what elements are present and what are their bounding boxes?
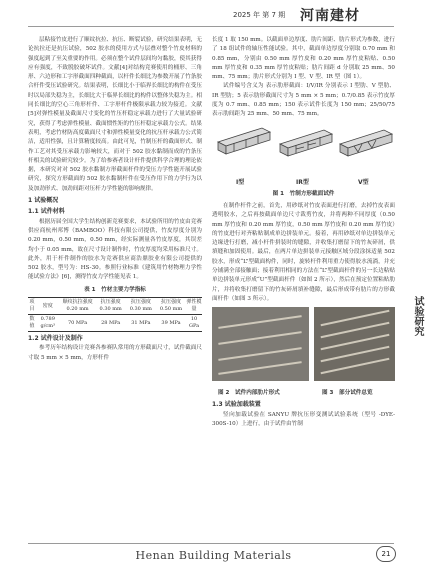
parameters-paragraph: 长度 1 取 150 mm。以截面单边厚度、肋片间距、肋片形式为参数，进行了 18 组试件的轴压性能试验。其中，截面单边厚度分别取 0.70 mm 和 0.85 mm，分别由 0.50 mm 厚竹皮和 0.20 mm 厚竹皮粘贴、0.50 mm 厚竹皮和 0.35 mm 厚竹皮粘贴；肋片间距 d 分别取 25 mm、50 mm、75 mm；肋片形式分别为 I 型、V 型、IR 型（图 1）。 (212, 37, 395, 81)
table-cell: 数值 (28, 315, 36, 332)
intro-paragraph: 层粘接竹皮进行了顺纹抗拉、抗压、断裂试验，研究结果表明，无论抗拉还是抗压试验，502 胶水的使用方式与层叠对整个竹皮材料的强度起到了至关重要的作用。必须在整个试件层间均匀黏胶，使其获得应有强度，不致脱胶破坏试件。文献[4]对结构竞赛使用的桶形、三角形、六边形和工字形截面四种截面，以杆件长细比为参数开展了竹条胶合杆件受压试验研究。结果表明，长细比小于临界长细比的构件在受压时以局部失稳为主，长细比大于临界长细比的构件以整体失稳为主。相同长细比的空心三角形杆件、工字形杆件极限承载力较为接近。文献[5]对弹性模量及截面尺寸变化的竹压杆稳定承载力进行了大量试验研究，获得了考虑弹性模量、截面惯性矩的竹压杆稳定承载力公式。结果表明，考虑竹材防高度截面尺寸和弹性模量变化的抗压杆承载力公式简洁，适用性强，且计算精度较高。由此可见，竹制压杆的截面形式、制作工艺对其受压承载力影响较大，而对于 502 胶水黏制而成的竹条压杆相关的试验研究较少。为了给参赛者设计杆件提供科学合理的理论依据，本研究对对 502 胶水黏制方形截面杆件的受压力学性能开展试验研究，探究方形截面的 502 胶水黏制杆件在受压作用下的力学行为以及加劲形式、加劲间距对压杆力学性能的影响规律。 (28, 37, 202, 192)
figure-1 (212, 120, 395, 188)
left-column (28, 36, 202, 363)
fig1-label-ir: IR型 (296, 178, 309, 186)
table-header-row (28, 298, 202, 315)
header-rule (28, 26, 394, 27)
photo-captions (212, 389, 395, 398)
table-1-caption: 表 1 竹材主要力学指标 (84, 286, 146, 293)
table-header-cell: 抗压强度 0.50 mm (156, 298, 186, 315)
section-1-2-title: 1.2 试件设计及制作 (28, 335, 83, 343)
page-footer (0, 543, 427, 575)
journal-english-title: Henan Building Materials (135, 549, 292, 562)
table-cell: 28 MPa (96, 315, 126, 332)
table-cell: 10 GPa (186, 315, 202, 332)
table-row (28, 315, 202, 332)
fabrication-paragraph: 在制作杆件之前，首先，用砂纸对竹皮表面进行打磨，去掉竹皮表面透明胶水，之后再按截面单边尺寸裁剪竹皮，并将两种不同厚度（0.50 mm 厚竹皮和 0.20 mm 厚竹皮，0.50 mm 厚竹皮和 0.20 mm 厚竹皮）的竹皮进行对齐粘贴制成单边拼装单元。接着，再用砂纸对单边拼装单元边缘进行打磨，减小杆件拼装时的缝隙，并收集打磨留下的竹灰碎屑，供填缝和加固使用。最后，在两片单边拼装单元接触区域分段涂抹适量 502 胶水，形成“L”型截面构件，同时，旋转杆件利用重力使得胶水流淌，并充分铺满全部接触面；接着利用相同的方法在“L”型截面杆件的另一长边粘贴单边拼装单元形成“U”型截面杆件（如图 2 所示），然后在预定位置粘贴肋片，并将收集打磨留下的竹灰碎屑填补缝隙，最后形成带有肋片的方形截面杆件（如图 3 所示）。 (212, 202, 395, 302)
table-header-cell: 抗压强度 0.30 mm (126, 298, 156, 315)
section-1-3-title: 1.3 试验加载装置 (212, 401, 261, 409)
table-cell: 31 MPa (126, 315, 156, 332)
fig1-label-v: V型 (358, 178, 369, 186)
figure-1-caption: 图 1 竹制方形截面试件 (272, 190, 335, 197)
v-type-sketch (340, 130, 392, 156)
materials-paragraph: 根据历届全国大学生结构创新竞赛要求，本试验所用的竹皮由竞赛供应商杭州邦博（BAMBOO）科技有限公司提供，竹皮厚度分别为 0.20 mm，0.50 mm，0.50 mm，经实际测量各竹皮厚度，其误差均小于 0.05 mm，故在尺寸设计制作时，竹皮厚度均采用标准尺寸。此外，用于杆件制作的胶水为竞赛供应商浩鼎胶业有限公司提供的 502 胶水，型号为：HS-30。参照行业标准《建筑用竹材物理力学性能试验方法》[6]，测得竹皮力学性能见表 1。 (28, 218, 202, 281)
table-header-cell: 项目 (28, 298, 36, 315)
loading-paragraph: 竖向加载试验在 SANYU 牌抗压形变测试试验系统（型号 -DYE-300S-10）上进行，由于试件由竹制 (212, 411, 395, 427)
table-header-cell: 弹性模量 (186, 298, 202, 315)
table-header-cell: 顺纹抗拉强度 0.20 mm (60, 298, 96, 315)
table-cell: 0.789 g/cm³ (36, 315, 60, 332)
specimen-code-paragraph: 试件编号含义为 表示肋形截面：I/V/IR 分别表示 I 型肋、V 型肋、IR 型肋；5 表示肋形截面尺寸为 5 mm × 5 mm；0.7/0.85 表示竹皮厚度为 0.7 mm、0.85 mm；150 表示试件长度为 150 mm；25/50/75 表示肋间距为 25 mm、50 mm、75 mm。 (212, 83, 395, 118)
specimens-overview-photo (314, 307, 395, 381)
section-1-1-title: 1.1 试件材料 (28, 208, 65, 216)
table-cell: 39 MPa (156, 315, 186, 332)
figure-3-caption: 图 3 部分试件总览 (322, 390, 373, 397)
design-paragraph: 参考历年结构设计竞赛各参赛队常用的方形截面尺寸，试件截面尺寸取 5 mm × 5 mm，方形杆件 (28, 345, 202, 361)
rib-detail-photo (212, 307, 309, 381)
specimen-sketches (212, 120, 395, 178)
right-column (212, 36, 395, 429)
page-number: 21 (376, 546, 396, 562)
issue-label: 2025 年 第 7 期 (233, 11, 286, 19)
table-header-cell: 密度 (36, 298, 60, 315)
footer-rule (28, 543, 394, 544)
page-header (0, 0, 427, 34)
section-side-label: 试验研究 (412, 296, 423, 336)
i-type-sketch (218, 128, 270, 154)
table-cell: 70 MPa (60, 315, 96, 332)
photo-figures (212, 307, 395, 389)
section-1-title: 1 试验概况 (28, 197, 59, 205)
figure-2-caption: 图 2 试件内部肋片形式 (218, 390, 280, 397)
table-header-cell: 抗压强度 0.30 mm (96, 298, 126, 315)
ir-type-sketch (280, 130, 332, 156)
fig1-label-i: I型 (236, 178, 245, 186)
journal-title: 河南建材 (300, 8, 360, 24)
bamboo-properties-table (28, 297, 202, 332)
